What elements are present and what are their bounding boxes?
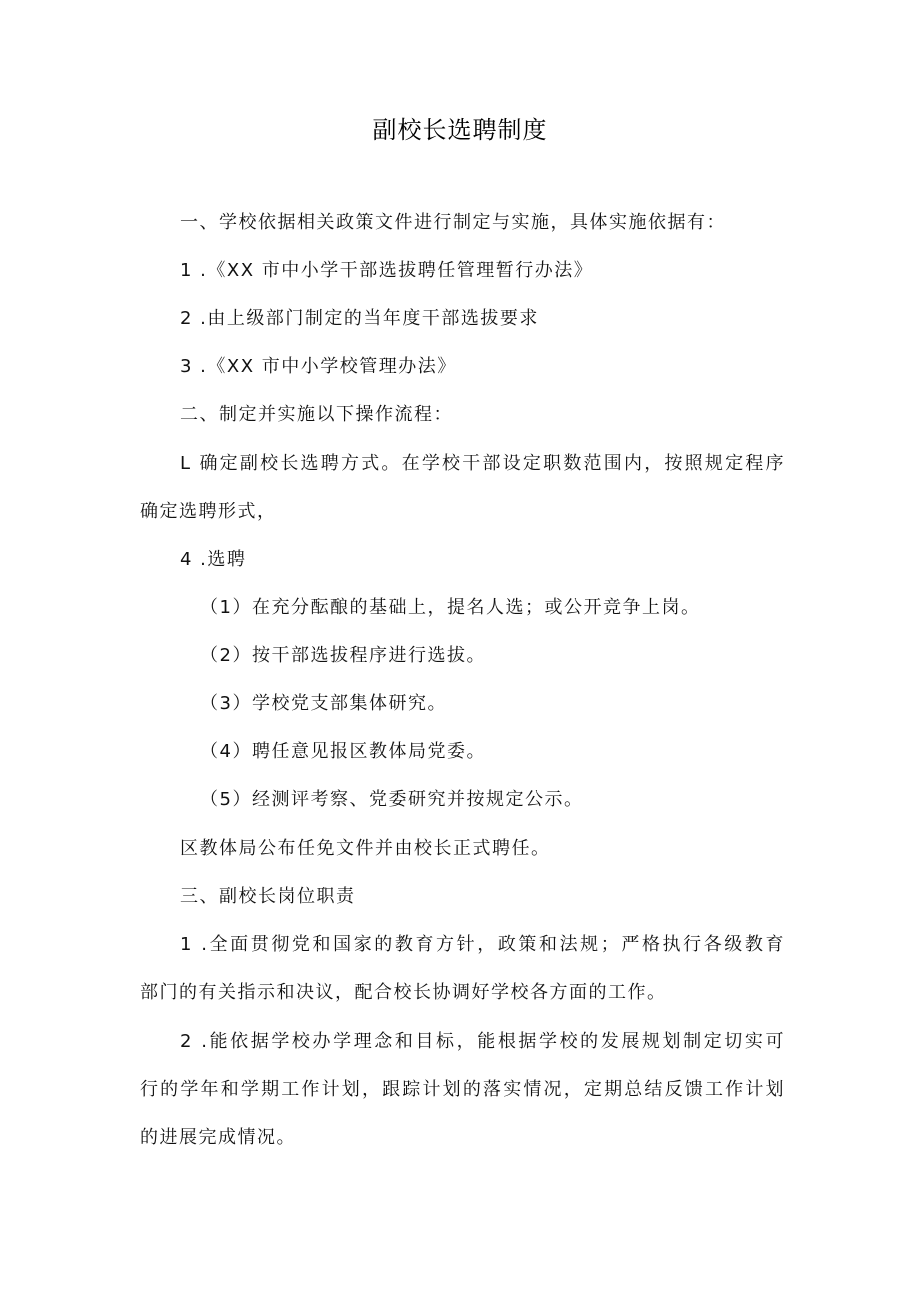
duty2-line-3: 的进展完成情况。	[140, 1127, 296, 1148]
selection-item-1: （1）在充分酝酿的基础上，提名人选；或公开竞争上岗。	[200, 597, 701, 618]
page-title: 副校长选聘制度	[372, 116, 548, 144]
selection-item-4: （4）聘任意见报区教体局党委。	[200, 741, 486, 762]
selection-item-2: （2）按干部选拔程序进行选拔。	[200, 645, 486, 666]
duty2-line-1: 2 .能依据学校办学理念和目标，能根据学校的发展规划制定切实可	[180, 1031, 785, 1052]
basis-item-1: 1 .《XX 市中小学干部选拔聘任管理暂行办法》	[180, 260, 594, 281]
duty1-line-2: 部门的有关指示和决议，配合校长协调好学校各方面的工作。	[140, 982, 667, 1003]
step1-line-2: 确定选聘形式，	[140, 501, 277, 522]
selection-item-5: （5）经测评考察、党委研究并按规定公示。	[200, 789, 584, 810]
duty2-line-2: 行的学年和学期工作计划，跟踪计划的落实情况，定期总结反馈工作计划	[140, 1079, 785, 1100]
section2-heading: 二、制定并实施以下操作流程：	[180, 404, 453, 425]
step1-line-1: L 确定副校长选聘方式。在学校干部设定职数范围内，按照规定程序	[180, 453, 785, 474]
duty1-line-1: 1 .全面贯彻党和国家的教育方针，政策和法规；严格执行各级教育	[180, 934, 785, 955]
section3-heading: 三、副校长岗位职责	[180, 886, 356, 907]
selection-item-3: （3）学校党支部集体研究。	[200, 693, 447, 714]
step4-heading: 4 .选聘	[180, 549, 247, 570]
basis-item-2: 2 .由上级部门制定的当年度干部选拔要求	[180, 308, 539, 329]
basis-item-3: 3 .《XX 市中小学校管理办法》	[180, 356, 457, 377]
section1-heading: 一、学校依据相关政策文件进行制定与实施，具体实施依据有：	[180, 212, 726, 233]
appointment-paragraph: 区教体局公布任免文件并由校长正式聘任。	[180, 838, 551, 859]
